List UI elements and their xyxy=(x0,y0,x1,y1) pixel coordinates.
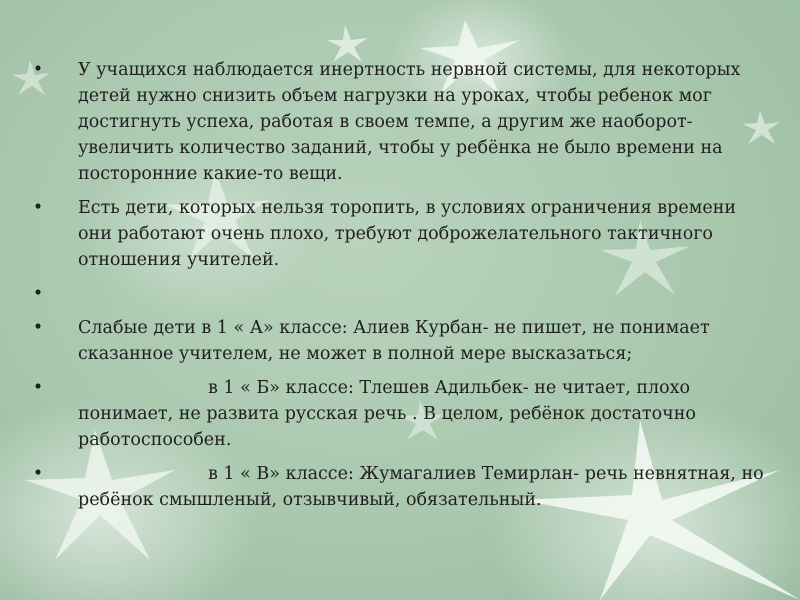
bullet-text: У учащихся наблюдается инертность нервной системы, для некоторых детей нужно снизить объем нагрузки на уроках, чтобы ребенок мог достигнуть успеха, работая в своем темпе, а другим же наоборот- увеличить количество заданий, чтобы у ребёнка не было времени на посторонние какие-то вещи. xyxy=(78,60,741,184)
bullet-text: Слабые дети в 1 « А» классе: Алиев Курбан- не пишет, не понимает сказанное учителем, не может в полной мере высказаться; xyxy=(78,318,710,364)
bullet-marker: • xyxy=(32,284,44,304)
slide-content xyxy=(28,57,768,521)
bullet-marker: • xyxy=(32,464,44,484)
bullet-text: в 1 « В» классе: Жумагалиев Темирлан- речь невнятная, но ребёнок смышленый, отзывчивый, обязательный. xyxy=(78,464,764,510)
bullet-text: в 1 « Б» классе: Тлешев Адильбек- не читает, плохо понимает, не развита русская речь . В целом, ребёнок достаточно работоспособен. xyxy=(78,378,696,450)
bullet-item xyxy=(28,195,768,273)
bullet-text: Есть дети, которых нельзя торопить, в условиях ограничения времени они работают очень плохо, требуют доброжелательного тактичного отношения учителей. xyxy=(78,198,737,270)
bullet-item xyxy=(28,57,768,187)
bullet-list xyxy=(28,57,768,513)
bullet-item xyxy=(28,375,768,453)
bullet-item xyxy=(28,315,768,367)
bullet-marker: • xyxy=(32,198,44,218)
bullet-marker: • xyxy=(32,60,44,80)
bullet-marker: • xyxy=(32,318,44,338)
bullet-item xyxy=(28,461,768,513)
bullet-marker: • xyxy=(32,378,44,398)
bullet-item-empty xyxy=(28,281,768,307)
